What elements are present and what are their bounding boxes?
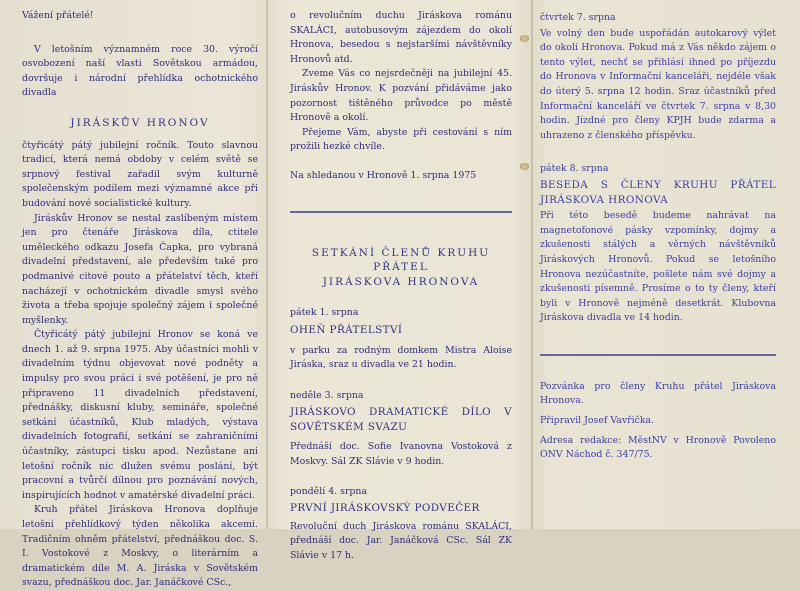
festival-title: JIRÁSKŮV HRONOV xyxy=(70,116,210,129)
event-2-title: JIRÁSKOVO DRAMATICKÉ DÍLO V SOVĚTSKÉM SVAZU xyxy=(290,406,512,433)
imprint-line-2: Připravil Josef Vavřička. xyxy=(540,415,655,427)
event-1-date: pátek 1. srpna xyxy=(290,307,359,319)
greeting: Vážení přátelé! xyxy=(22,10,94,21)
staple-mark-bottom xyxy=(520,163,529,170)
continuation-paragraph: o revolučním duchu Jiráskova románu SKALÁCI, autobusovým zájezdem do okolí Hronova, besedou s nejstaršími návštěvníky Hronovů atd. xyxy=(290,10,512,65)
event-2-date: neděle 3. srpna xyxy=(290,389,364,401)
program-title-line1: SETKÁNÍ ČLENŮ KRUHU PŘÁTEL xyxy=(311,246,491,274)
event-4-date: čtvrtek 7. srpna xyxy=(540,12,616,23)
event-5-text: Při této besedě budeme nahrávat na magnetofonové pásky vzpomínky, dojmy a zkušenosti stálých a věrných návštěvníků Jiráskových Hronovů. Pokud se letošního Hronova nezúčastníte, pošlete nám své dojmy a zkušenosti písemně. Prosíme o to ty členy, kteří byli v Hronově nejméně desetkrát. Klubovna Jiráskova divadla ve 14 hodin. xyxy=(540,210,776,324)
staple-mark-top xyxy=(520,35,529,42)
paragraph-3: Čtyřicátý pátý jubilejní Hronov se koná ve dnech 1. až 9. srpna 1975. Aby účastníci mohli v divadelním týdnu objevovat nové podněty a impulsy pro svou práci i své potěšení, je pro ně připraveno 11 divadelních představení, přednášky, diskusní kluby, semináře, společné setkání účastníků, Klub mladých, výstava divadelních fotografií, setkání se zahraničními účastníky, zástupci tisku apod. Nezůstane ani letošní ročník nic dlužen svému poslání, být pracovní a tvůrčí dílnou pro poznávání nových, inspirujících hodnot v amatérské divadelní práci. xyxy=(22,329,258,501)
divider-rule xyxy=(290,211,512,213)
closing-signature: Na shledanou v Hronově 1. srpna 1975 xyxy=(290,169,477,181)
imprint-line-3: Adresa redakce: MěstNV v Hronově Povoleno ONV Náchod č. 347/75. xyxy=(540,434,776,461)
event-1-title: OHEŇ PŘÁTELSTVÍ xyxy=(290,323,403,336)
event-1-text: v parku za rodným domkem Mistra Aloise Jiráska, sraz u divadla ve 21 hodin. xyxy=(290,344,512,371)
event-3-text: Revoluční duch Jiráskova románu SKALÁCI, přednáší doc. Jar. Janáčková CSc. Sál ZK Slávie v 17 h. xyxy=(290,520,512,562)
divider-rule-right xyxy=(540,354,776,356)
fold-line-right xyxy=(531,0,533,529)
column-middle xyxy=(290,0,512,564)
event-3-date: pondělí 4. srpna xyxy=(290,485,368,497)
event-2-text: Přednáší doc. Sofie Ivanovna Vostoková z Moskvy. Sál ZK Slávie v 9 hodin. xyxy=(290,441,512,468)
event-5-date: pátek 8. srpna xyxy=(540,163,609,175)
event-5-title: BESEDA S ČLENY KRUHU PŘÁTEL JIRÁSKOVA HRONOVA xyxy=(540,178,776,206)
program-title-line2: JIRÁSKOVA HRONOVA xyxy=(322,275,480,288)
paragraph-4: Kruh přátel Jiráskova Hronova doplňuje letošní přehlídkový týden několika akcemi. Tradičním ohněm přátelství, přednáškou doc. S. I. Vostokové z Moskvy, o literárním a dramatickém díle M. A. Jiráska v Sovětském svazu, přednáškou doc. Jar. Janáčkové CSc., xyxy=(22,504,258,589)
column-left xyxy=(22,0,258,591)
event-4-text: Ve volný den bude uspořádán autokarový výlet do okolí Hronova. Pokud má z Vás někdo zájem o tento výlet, nechť se přihlásí ihned po příjezdu do Hronova v Informační kanceláři, nejdéle však do úterý 5. srpna 12 hodin. Sraz účastníků před Informační kanceláří ve čtvrtek 7. srpna v 8,30 hodin. Jízdné pro členy KPJH bude zdarma a uhrazeno z členského příspěvku. xyxy=(540,27,776,141)
paragraph-2: Jiráskův Hronov se nestal zaslíbeným místem jen pro čtenáře Jiráskova díla, ctitele uměleckého odkazu Josefa Čapka, pro vybraná divadelní představení, ale především také pro podmanivé citové pouto a přátelství těch, kteří nacházejí v ochotnickém divadle smysl svého života a třeba spojuje společný zájem i společné myšlenky. xyxy=(22,212,258,326)
fold-line-left xyxy=(266,0,268,529)
event-3-title: PRVNÍ JIRÁSKOVSKÝ PODVEČER xyxy=(290,502,480,515)
imprint-line-1: Pozvánka pro členy Kruhu přátel Jiráskova Hronova. xyxy=(540,380,776,407)
invitation-paragraph: Zveme Vás co nejsrdečněji na jubilejní 45. Jiráskův Hronov. K pozvání přidáváme jako pozornost tištěného průvodce po městě Hronově a okolí. xyxy=(290,68,512,124)
column-right xyxy=(540,0,776,463)
paragraph-1: čtyřicátý pátý jubilejní ročník. Touto slavnou tradicí, která nemá obdoby v celém světě se srpnový festival zařadil svým kulturně společenským podílem mezi významné akce při budování nové socialistické kultury. xyxy=(22,139,258,209)
wishes-paragraph: Přejeme Vám, abyste při cestování s ním prožili hezké chvíle. xyxy=(290,126,512,153)
intro-paragraph: V letošním významném roce 30. výročí osvobození naší vlasti Sovětskou armádou, dovršuje i národní přehlídka ochotnického divadla xyxy=(22,43,258,99)
